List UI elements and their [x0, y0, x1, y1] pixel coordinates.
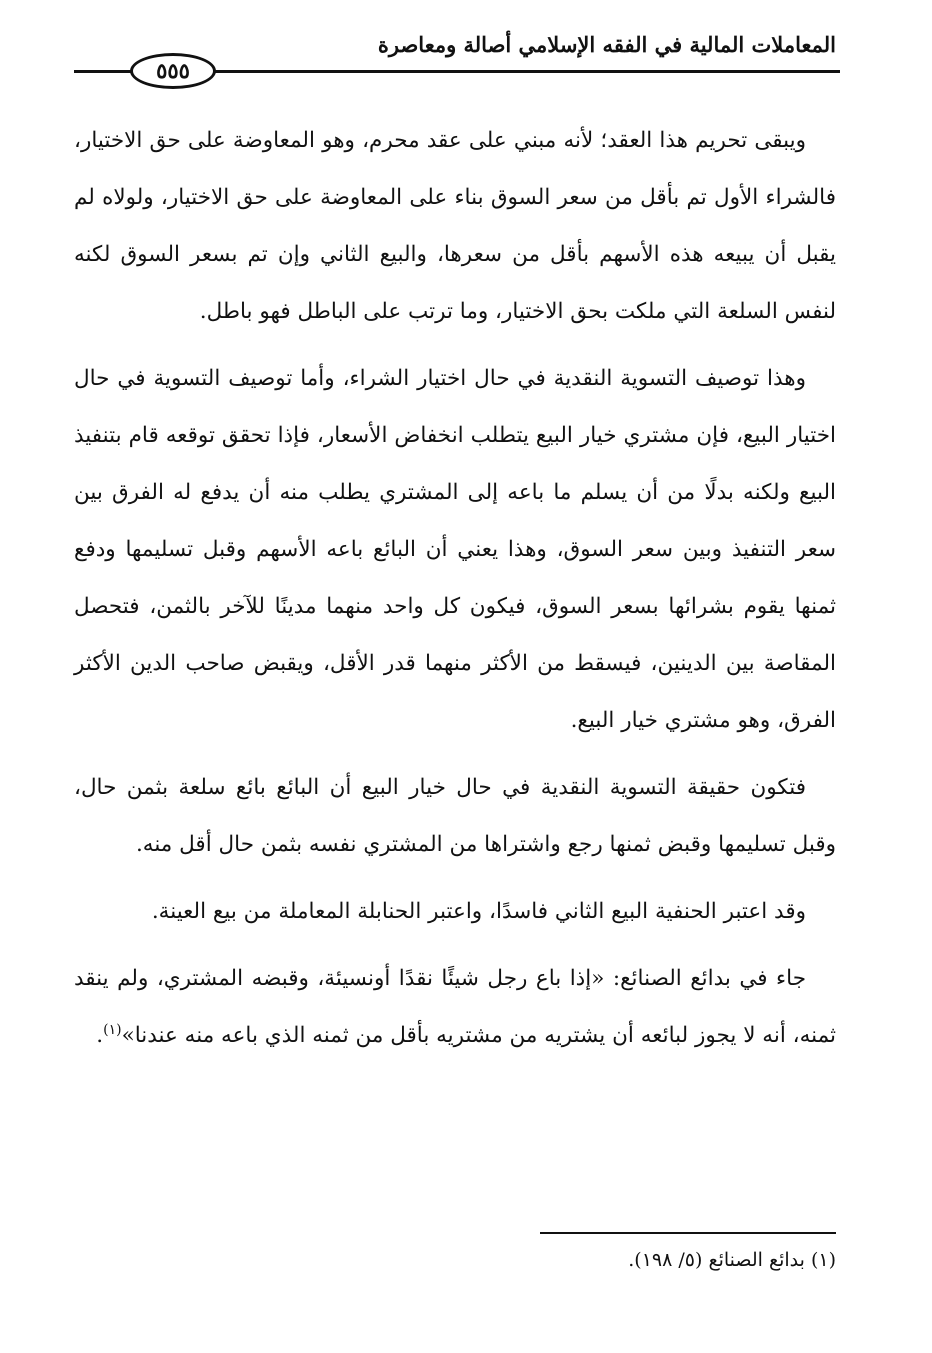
- paragraph-3: فتكون حقيقة التسوية النقدية في حال خيار البيع أن البائع بائع سلعة بثمن حال، وقبل تسليمها وقبض ثمنها رجع واشتراها من المشتري نفسه بثمن حال أقل منه.: [74, 775, 836, 857]
- footnote-reference[interactable]: (١): [103, 1021, 122, 1038]
- paragraph-2: وهذا توصيف التسوية النقدية في حال اختيار الشراء، وأما توصيف التسوية في حال اختيار البيع، فإن مشتري خيار البيع يتطلب انخفاض الأسعار، فإذا تحقق توقعه قام بتنفيذ البيع ولكنه بدلًا من أن يسلم ما باعه إلى المشتري يطلب منه أن يدفع له الفرق بين سعر التنفيذ وبين سعر السوق، وهذا يعني أن البائع باعه الأسهم وقبل تسليمها ودفع ثمنها يقوم بشرائها بسعر السوق، فيكون كل واحد منهما مدينًا للآخر بالثمن، فتحصل المقاصة بين الدينين، فيسقط من الأكثر منهما قدر الأقل، ويقبض صاحب الدين الأكثر الفرق، وهو مشتري خيار البيع.: [74, 366, 836, 733]
- footnote-text: (١) بدائع الصنائع (٥/ ١٩٨).: [628, 1249, 836, 1271]
- quote-paragraph: [74, 950, 836, 1064]
- quote-text: جاء في بدائع الصنائع: «إذا باع رجل شيئًا نقدًا أونسيئة، وقبضه المشتري، ولم ينقد ثمنه، أنه لا يجوز لبائعه أن يشتريه من مشتريه بأقل من ثمنه الذي باعه منه عندنا»: [74, 966, 836, 1048]
- running-header-title: المعاملات المالية في الفقه الإسلامي أصالة ومعاصرة: [377, 32, 836, 57]
- footnote-separator: [540, 1232, 836, 1234]
- paragraph-4: وقد اعتبر الحنفية البيع الثاني فاسدًا، واعتبر الحنابلة المعاملة من بيع العينة.: [151, 899, 806, 924]
- paragraph-1: ويبقى تحريم هذا العقد؛ لأنه مبني على عقد محرم، وهو المعاوضة على حق الاختيار، فالشراء الأول تم بأقل من سعر السوق بناء على المعاوضة على حق الاختيار، ولولاه لم يقبل أن يبيعه هذه الأسهم بأقل من سعرها، والبيع الثاني وإن تم بسعر السوق لكنه لنفس السلعة التي ملكت بحق الاختيار، وما ترتب على الباطل فهو باطل.: [74, 128, 836, 324]
- main-text: [74, 112, 836, 1074]
- quote-end-punctuation: .: [96, 1023, 104, 1048]
- page-number: ٥٥٥: [130, 53, 216, 89]
